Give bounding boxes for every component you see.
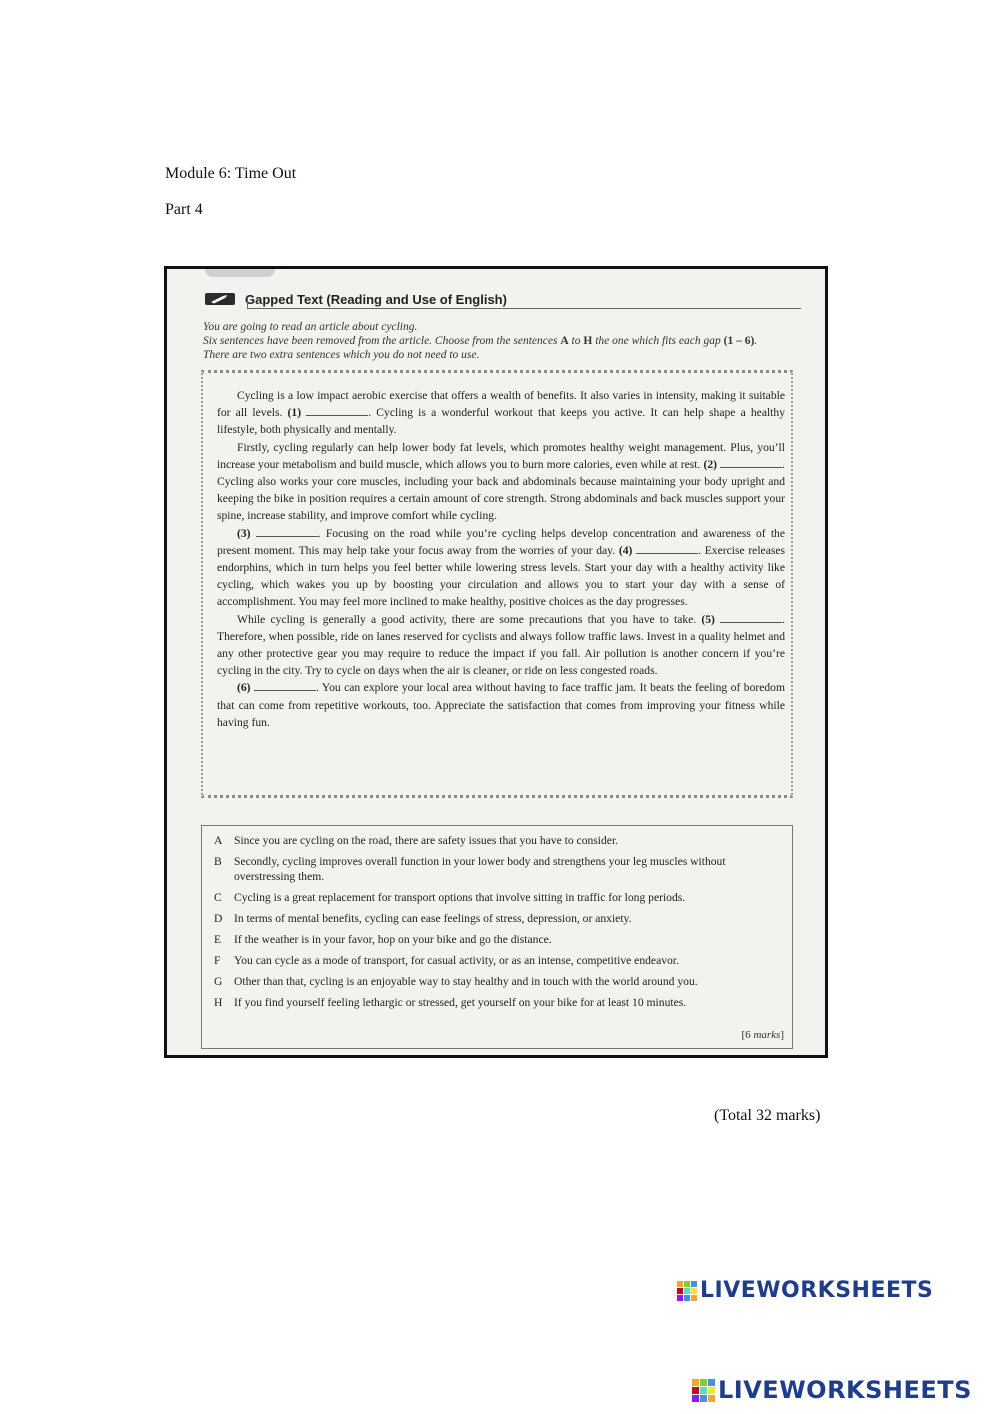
option-letter: D <box>214 911 223 925</box>
option-text: If you find yourself feeling lethargic or stressed, get yourself on your bike for at least 10 minutes. <box>234 996 687 1010</box>
section-title: Gapped Text (Reading and Use of English) <box>245 291 507 307</box>
option-g <box>214 975 782 990</box>
instruction-line: You are going to read an article about cycling. <box>203 321 418 333</box>
option-c <box>214 891 782 906</box>
logo-text: LIVEWORKSHEETS <box>700 1278 934 1303</box>
option-letter: E <box>214 932 222 946</box>
option-letter: A <box>214 834 223 847</box>
option-text: You can cycle as a mode of transport, for casual activity, or as an intense, competitive endeavor. <box>234 953 679 967</box>
article-paragraph: (6) . You can explore your local area without having to face traffic jam. It beats the feeling of boredom that can come from repetitive workouts, too. Appreciate the satisfaction that comes from improving your fitness while having fun. <box>217 681 785 729</box>
option-text: Cycling is a great replacement for transport options that involve sitting in traffic for long periods. <box>234 890 686 904</box>
option-letter: C <box>214 890 222 904</box>
title-rule <box>247 308 801 309</box>
gap-number: (5) <box>701 612 715 626</box>
gap-blank[interactable] <box>256 526 318 537</box>
section-header <box>205 289 507 309</box>
gap-number: (2) <box>703 457 718 471</box>
marks-label: [6 marks] <box>741 1029 784 1041</box>
pencil-icon <box>205 292 235 306</box>
tab-decoration <box>205 267 275 277</box>
liveworksheets-logo <box>677 1278 933 1303</box>
gap-blank[interactable] <box>636 543 698 554</box>
article-paragraph: Firstly, cycling regularly can help lower body fat levels, which promotes healthy weight management. Plus, you’ll increase your metabolism and build muscle, which allows you to burn more calories, even while at rest. (2) . Cycling also works your core muscles, including your back and abdominals because maintaining your body upright and keeping the bike in position requires a certain amount of core strength. Strong abdominals and back muscles support your spine, increase stability, and improve comfort while cycling. <box>217 440 785 523</box>
part-label: Part 4 <box>165 201 203 218</box>
option-b <box>214 855 782 884</box>
article-paragraph: Cycling is a low impact aerobic exercise that offers a wealth of benefits. It also varies in intensity, making it suitable for all levels. (1) . Cycling is a wonderful workout that keeps you active. It can help shape a healthy lifestyle, both physically and mentally. <box>217 389 786 437</box>
gap-number: (6) <box>237 681 251 695</box>
gap-number: (4) <box>618 543 633 557</box>
article-paragraph: (3) . Focusing on the road while you’re cycling helps develop concentration and awareness of the present moment. This may help take your focus away from the worries of your day. (4) . Exercise releases endorphins, which in turn helps you feel better while lowering stress levels. Start your day with a healthy activity like cycling, which wakes you up by boosting your circulation and allows you to start your day with a sense of accomplishment. You may feel more inclined to make healthy, positive choices as the day progresses. <box>217 526 786 609</box>
options-box <box>201 825 793 1049</box>
article-paragraph: While cycling is generally a good activity, there are some precautions that you have to take. (5) . Therefore, when possible, ride on lanes reserved for cyclists and always follow traffic laws. Invest in a quality helmet and any other protective gear you may require to reduce the impact if you fall. Air pollution is another concern if you’re cycling in the city. Try to cycle on days when the air is cleaner, or ride on less congested roads. <box>217 612 785 678</box>
option-text: In terms of mental benefits, cycling can ease feelings of stress, depression, or anxiety. <box>234 911 632 925</box>
gap-blank[interactable] <box>720 612 782 623</box>
gap-number: (1) <box>287 406 302 420</box>
liveworksheets-logo-icon <box>692 1379 715 1402</box>
option-text: Secondly, cycling improves overall function in your lower body and strengthens your leg muscles without overstressing them. <box>234 855 726 883</box>
instruction-line: There are two extra sentences which you do not need to use. <box>203 349 480 361</box>
option-letter: B <box>214 855 222 869</box>
total-marks: (Total 32 marks) <box>714 1107 821 1124</box>
option-d <box>214 912 782 927</box>
option-letter: H <box>214 996 223 1010</box>
gap-blank[interactable] <box>254 680 316 691</box>
logo-text: LIVEWORKSHEETS <box>718 1376 972 1404</box>
option-h <box>214 996 782 1011</box>
gap-number: (3) <box>237 526 251 540</box>
option-f <box>214 954 782 969</box>
option-a <box>214 834 782 849</box>
option-text: Other than that, cycling is an enjoyable way to stay healthy and in touch with the world around you. <box>234 975 698 989</box>
option-letter: G <box>214 975 223 989</box>
instructions <box>203 320 803 362</box>
option-text: If the weather is in your favor, hop on your bike and go the distance. <box>234 932 552 946</box>
option-letter: F <box>214 953 221 967</box>
liveworksheets-logo-icon <box>677 1281 697 1301</box>
option-e <box>214 933 782 948</box>
instruction-line: Six sentences have been removed from the article. Choose from the sentences A to H the one which fits each gap (1 – 6). <box>203 335 758 347</box>
scanned-worksheet <box>164 266 828 1058</box>
article-box <box>201 370 793 798</box>
gap-blank[interactable] <box>306 405 368 416</box>
liveworksheets-logo <box>692 1376 972 1404</box>
module-title: Module 6: Time Out <box>165 165 297 182</box>
gap-blank[interactable] <box>720 457 782 468</box>
option-text: Since you are cycling on the road, there are safety issues that you have to consider. <box>234 834 619 847</box>
